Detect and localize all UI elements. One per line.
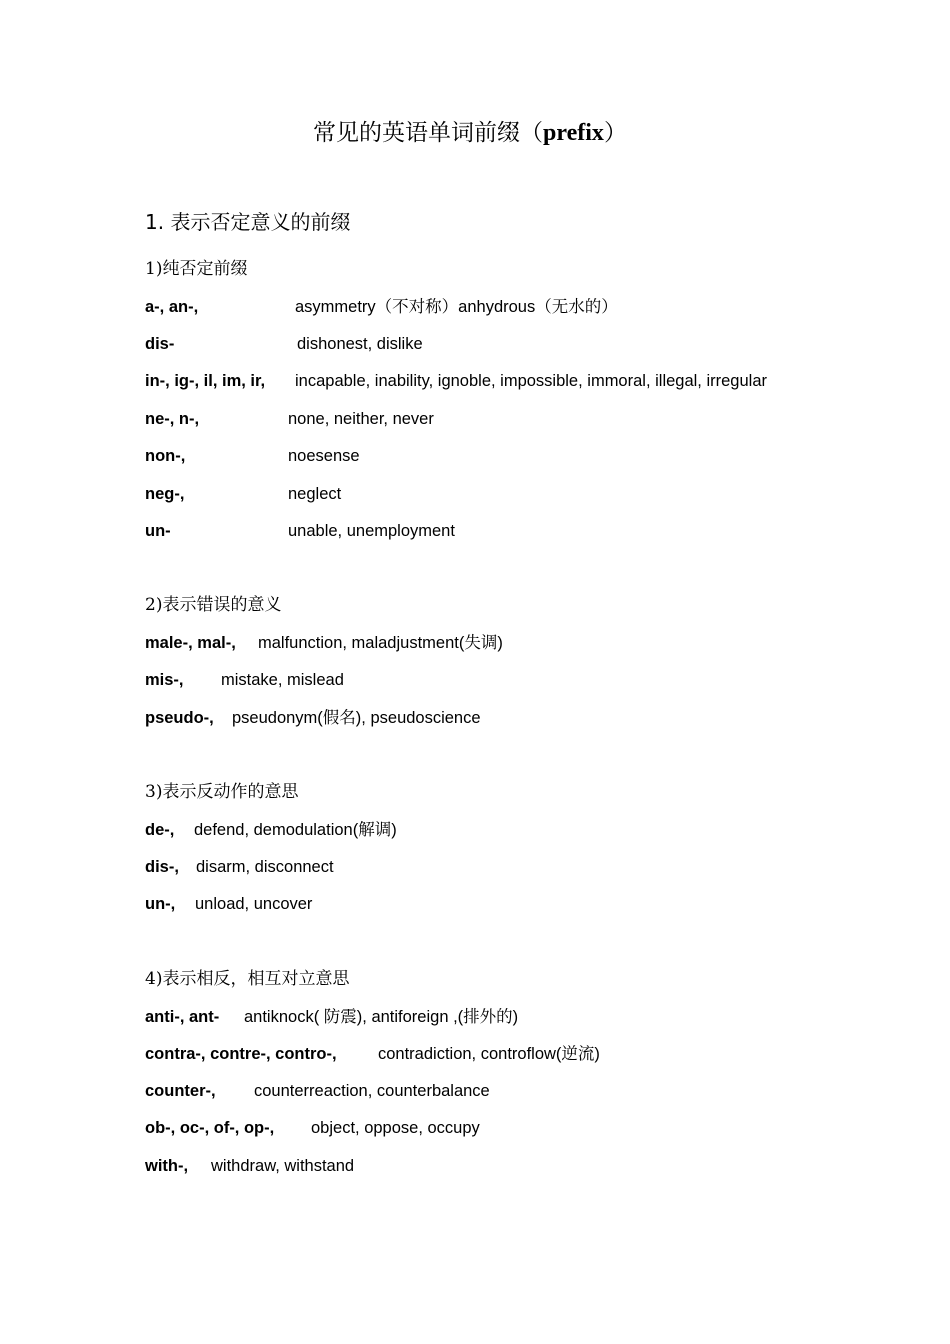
prefix-label: dis-	[145, 335, 175, 353]
prefix-examples: mistake, mislead	[221, 671, 344, 689]
prefix-examples: counterreaction, counterbalance	[254, 1082, 490, 1100]
prefix-label: dis-,	[145, 858, 179, 876]
prefix-examples: asymmetry（不对称）anhydrous（无水的）	[295, 298, 618, 316]
prefix-label: un-,	[145, 895, 176, 913]
prefix-label: mis-,	[145, 671, 184, 689]
prefix-label: a-, an-,	[145, 298, 199, 316]
prefix-label: male-, mal-,	[145, 634, 236, 652]
group-heading-pure-negation: 1)纯否定前缀	[145, 259, 248, 279]
prefix-examples: defend, demodulation(解调)	[194, 821, 397, 839]
prefix-label: in-, ig-, il, im, ir,	[145, 372, 266, 390]
prefix-examples: unable, unemployment	[288, 522, 455, 540]
prefix-label: neg-,	[145, 485, 185, 503]
group-heading-opposition: 4)表示相反，相互对立意思	[145, 969, 350, 989]
title-cjk: 常见的英语单词前缀（	[313, 120, 544, 146]
prefix-examples: unload, uncover	[195, 895, 313, 913]
prefix-label: un-	[145, 522, 171, 540]
section-heading: 1. 表示否定意义的前缀	[145, 210, 351, 234]
prefix-label: ob-, oc-, of-, op-,	[145, 1119, 275, 1137]
prefix-examples: object, oppose, occupy	[311, 1119, 480, 1137]
prefix-label: with-,	[145, 1157, 189, 1175]
prefix-examples: neglect	[288, 485, 342, 503]
prefix-label: contra-, contre-, contro-,	[145, 1045, 337, 1063]
prefix-examples: pseudonym(假名), pseudoscience	[232, 709, 481, 727]
prefix-examples: disarm, disconnect	[196, 858, 334, 876]
prefix-examples: dishonest, dislike	[297, 335, 423, 353]
prefix-examples: incapable, inability, ignoble, impossible, immoral, illegal, irregular	[295, 372, 767, 390]
prefix-examples: malfunction, maladjustment(失调)	[258, 634, 503, 652]
prefix-label: de-,	[145, 821, 175, 839]
prefix-label: ne-, n-,	[145, 410, 200, 428]
title-latin: prefix	[543, 120, 604, 146]
prefix-examples: noesense	[288, 447, 360, 465]
prefix-label: counter-,	[145, 1082, 216, 1100]
title-close: ）	[603, 120, 627, 146]
prefix-examples: withdraw, withstand	[211, 1157, 355, 1175]
prefix-examples: antiknock( 防震), antiforeign ,(排外的)	[244, 1008, 519, 1026]
group-heading-error: 2)表示错误的意义	[145, 595, 282, 615]
prefix-label: anti-, ant-	[145, 1008, 220, 1026]
prefix-label: non-,	[145, 447, 186, 465]
page-title	[0, 116, 940, 150]
group-heading-reverse-action: 3)表示反动作的意思	[145, 782, 299, 802]
prefix-label: pseudo-,	[145, 709, 214, 727]
prefix-examples: contradiction, controflow(逆流)	[378, 1045, 600, 1063]
prefix-examples: none, neither, never	[288, 410, 434, 428]
